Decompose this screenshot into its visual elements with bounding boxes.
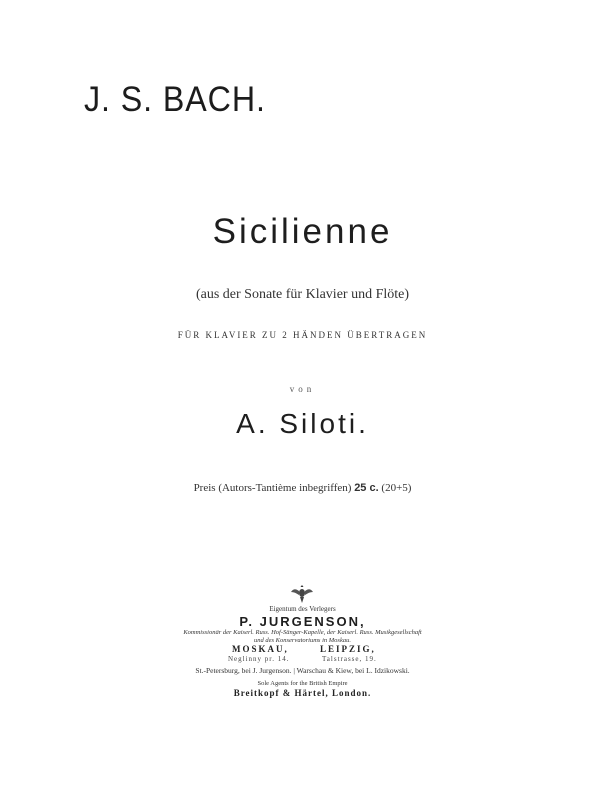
city-moskau: MOSKAU, xyxy=(232,644,289,654)
agents-line: Sole Agents for the British Empire xyxy=(257,680,348,687)
commission-line-1: Kommissionär der Kaiserl. Russ. Hof-Sänger-Kapelle, der Kaiserl. Russ. Musikgesellschaft xyxy=(183,629,422,636)
arranger-name: A. Siloti. xyxy=(236,408,369,439)
von-label: von xyxy=(289,384,316,394)
street-moskau: Neglinny pr. 14. xyxy=(228,655,290,663)
street-leipzig: Talstrasse, 19. xyxy=(322,655,377,663)
price-suffix: (20+5) xyxy=(381,482,412,494)
imperial-eagle-icon xyxy=(290,584,314,604)
branches-line: St.-Petersburg, bei J. Jurgenson. | Warschau & Kiew, bei L. Idzikowski. xyxy=(195,666,410,675)
composer-name: J. S. BACH. xyxy=(84,80,266,119)
publisher-name: P. JURGENSON, xyxy=(239,614,366,629)
price-amount: 25 c. xyxy=(354,482,379,494)
price-line xyxy=(0,482,605,494)
piece-subtitle: (aus der Sonate für Klavier und Flöte) xyxy=(195,287,410,302)
commission-line-2: und des Konservatoriums in Moskau. xyxy=(254,637,351,644)
price-prefix: Preis (Autors-Tantième inbegriffen) xyxy=(193,482,352,494)
city-leipzig: LEIPZIG, xyxy=(320,644,376,654)
transcription-note: FÜR KLAVIER ZU 2 HÄNDEN ÜBERTRAGEN xyxy=(177,330,428,340)
property-line: Eigentum des Verlegers xyxy=(269,605,336,613)
agents-name: Breitkopf & Härtel, London. xyxy=(233,688,372,698)
piece-title: Sicilienne xyxy=(212,212,393,251)
